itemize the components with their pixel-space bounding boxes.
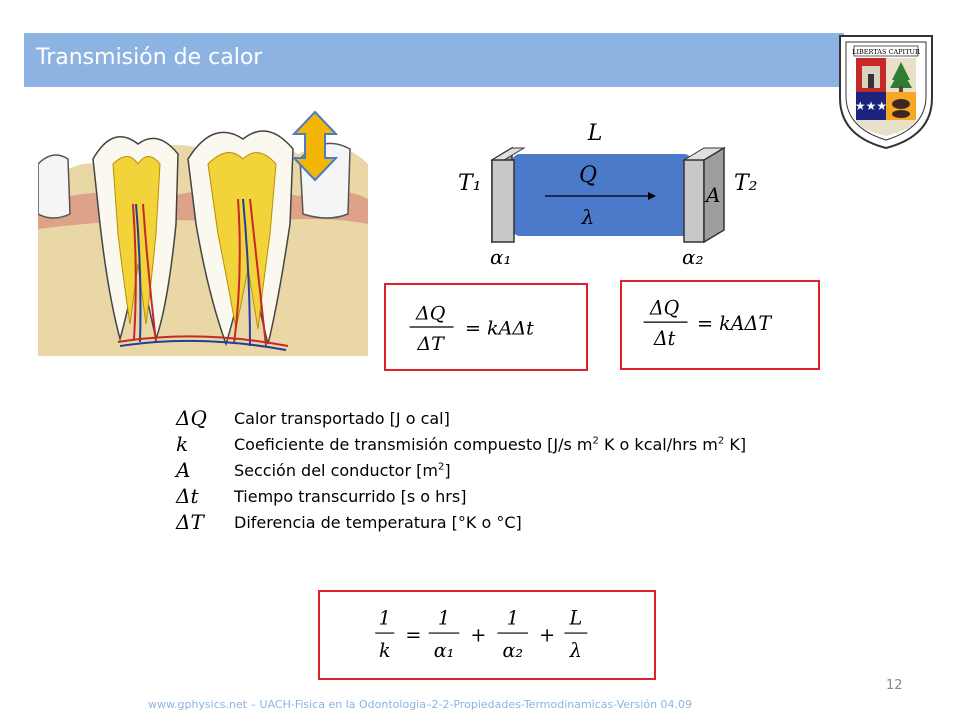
legend-row: [176, 406, 876, 432]
f3-term1-denominator: α₁: [433, 638, 455, 662]
length-label: L: [587, 121, 603, 146]
legend-row: [176, 510, 876, 536]
svg-text:★★★: ★★★: [854, 99, 888, 113]
f1-rhs: = kAΔt: [465, 316, 534, 340]
f3-equals: =: [405, 623, 422, 647]
f3-plus-1: +: [470, 623, 487, 647]
alpha-right-label: α₂: [682, 245, 704, 269]
heat-conductor-diagram: [450, 112, 780, 277]
heat-label: Q: [578, 163, 598, 188]
legend-superscript: 2: [592, 435, 599, 447]
legend-symbol: ΔQ: [176, 406, 207, 430]
legend-text-part: Sección del conductor [m: [234, 461, 438, 480]
legend-symbol: Δt: [176, 484, 199, 508]
f3-term3-numerator: L: [569, 606, 583, 630]
f1-numerator: ΔQ: [415, 301, 446, 325]
alpha-left-label: α₁: [490, 245, 512, 269]
formula-box-2: [620, 280, 820, 370]
f3-term1-numerator: 1: [437, 606, 451, 630]
formula-box-1: [384, 283, 588, 371]
f3-plus-2: +: [539, 623, 556, 647]
f2-rhs: = kAΔT: [697, 311, 772, 335]
legend-text: Diferencia de temperatura [°K o °C]: [234, 513, 522, 532]
f3-term2-denominator: α₂: [502, 638, 524, 662]
formula-box-3: [318, 590, 656, 680]
legend-row: [176, 432, 876, 458]
area-label: A: [706, 183, 721, 207]
legend-superscript: 2: [717, 435, 725, 447]
legend-text: Calor transportado [J o cal]: [234, 409, 450, 428]
page-number: 12: [886, 678, 903, 693]
legend-text: Tiempo transcurrido [s o hrs]: [234, 487, 467, 506]
legend-text-part: ]: [444, 461, 451, 480]
legend-text: [234, 435, 746, 454]
legend-row: [176, 484, 876, 510]
f3-lhs-denominator: k: [378, 638, 391, 662]
temp-left-label: T₁: [458, 171, 482, 196]
legend-symbol: k: [176, 432, 189, 456]
f2-denominator: Δt: [653, 327, 676, 351]
crest-motto: LIBERTAS CAPITUR: [852, 48, 920, 56]
university-crest-logo: [832, 28, 940, 152]
footer-citation: www.gphysics.net – UACH-Fisica en la Odontologia–2-2-Propiedades-Termodinamicas-Versión 04.09: [148, 698, 693, 711]
conductivity-label: λ: [581, 205, 595, 229]
legend-symbol: ΔT: [176, 510, 204, 534]
legend-text-part: K o kcal/hrs m: [598, 435, 718, 454]
legend-text-part: Coeficiente de transmisión compuesto [J/s m: [234, 435, 593, 454]
legend-text: [234, 461, 451, 480]
up-down-arrow-icon: [292, 110, 338, 182]
legend-text-part: K]: [724, 435, 747, 454]
temp-right-label: T₂: [734, 171, 758, 196]
slide-title: Transmisión de calor: [36, 45, 263, 70]
legend-row: [176, 458, 876, 484]
legend-symbol: A: [176, 458, 191, 482]
legend-superscript: 2: [437, 461, 445, 473]
f3-term2-numerator: 1: [506, 606, 519, 630]
title-bar: [24, 33, 844, 87]
f3-term3-denominator: λ: [569, 638, 582, 662]
f2-numerator: ΔQ: [649, 296, 680, 320]
f3-lhs-numerator: 1: [378, 606, 391, 630]
f1-denominator: ΔT: [417, 331, 444, 355]
symbol-legend: [176, 406, 876, 536]
